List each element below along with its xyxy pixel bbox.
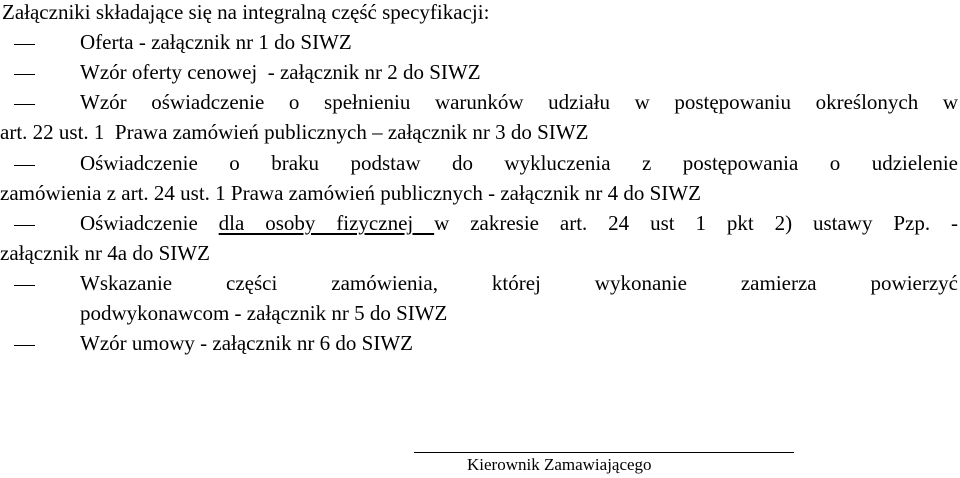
list-item-line-start: Oświadczenie [80,211,219,235]
dash-bullet-icon [14,165,35,166]
list-item-text [80,28,958,58]
signature-label: Kierownik Zamawiającego [467,455,652,474]
dash-bullet-icon [14,74,35,75]
list-item-line: art. 22 ust. 1 Prawa zamówień publicznych – załącznik nr 3 do SIWZ [0,119,589,144]
document-heading: Załączniki składające się na integralną część specyfikacji: [2,0,490,24]
list-item-line-end: w zakresie art. 24 ust 1 pkt 2) ustawy Pzp. - [434,211,958,235]
list-item-text [0,209,958,268]
list-item-line: zamówienia z art. 24 ust. 1 Prawa zamówień publicznych - załącznik nr 4 do SIWZ [0,180,701,205]
list-item-line: Oferta - załącznik nr 1 do SIWZ [80,30,352,54]
list-item-line: załącznik nr 4a do SIWZ [0,240,210,265]
underlined-phrase: dla osoby fizycznej [218,211,435,235]
list-item-text [80,58,958,88]
list-item-line: Wzór oświadczenie o spełnieniu warunków udziału w postępowaniu określonych w [80,90,958,114]
list-item-line [80,209,958,239]
list-item-text [80,269,958,328]
list-item-text [0,149,958,208]
list-item-line: podwykonawcom - załącznik nr 5 do SIWZ [80,300,448,325]
list-item-line: Oświadczenie o braku podstaw do wykluczenia z postępowania o udzielenie [80,151,958,175]
dash-bullet-icon [14,225,35,226]
list-item-line: Wzór umowy - załącznik nr 6 do SIWZ [80,331,413,355]
dash-bullet-icon [14,345,35,346]
list-item-line: Wskazanie części zamówienia, której wykonanie zamierza powierzyć [80,271,958,295]
dash-bullet-icon [14,44,35,45]
list-item-text [0,88,958,147]
list-item-text [80,329,958,359]
list-item-line: Wzór oferty cenowej - załącznik nr 2 do SIWZ [80,60,481,84]
dash-bullet-icon [14,104,35,105]
dash-bullet-icon [14,285,35,286]
